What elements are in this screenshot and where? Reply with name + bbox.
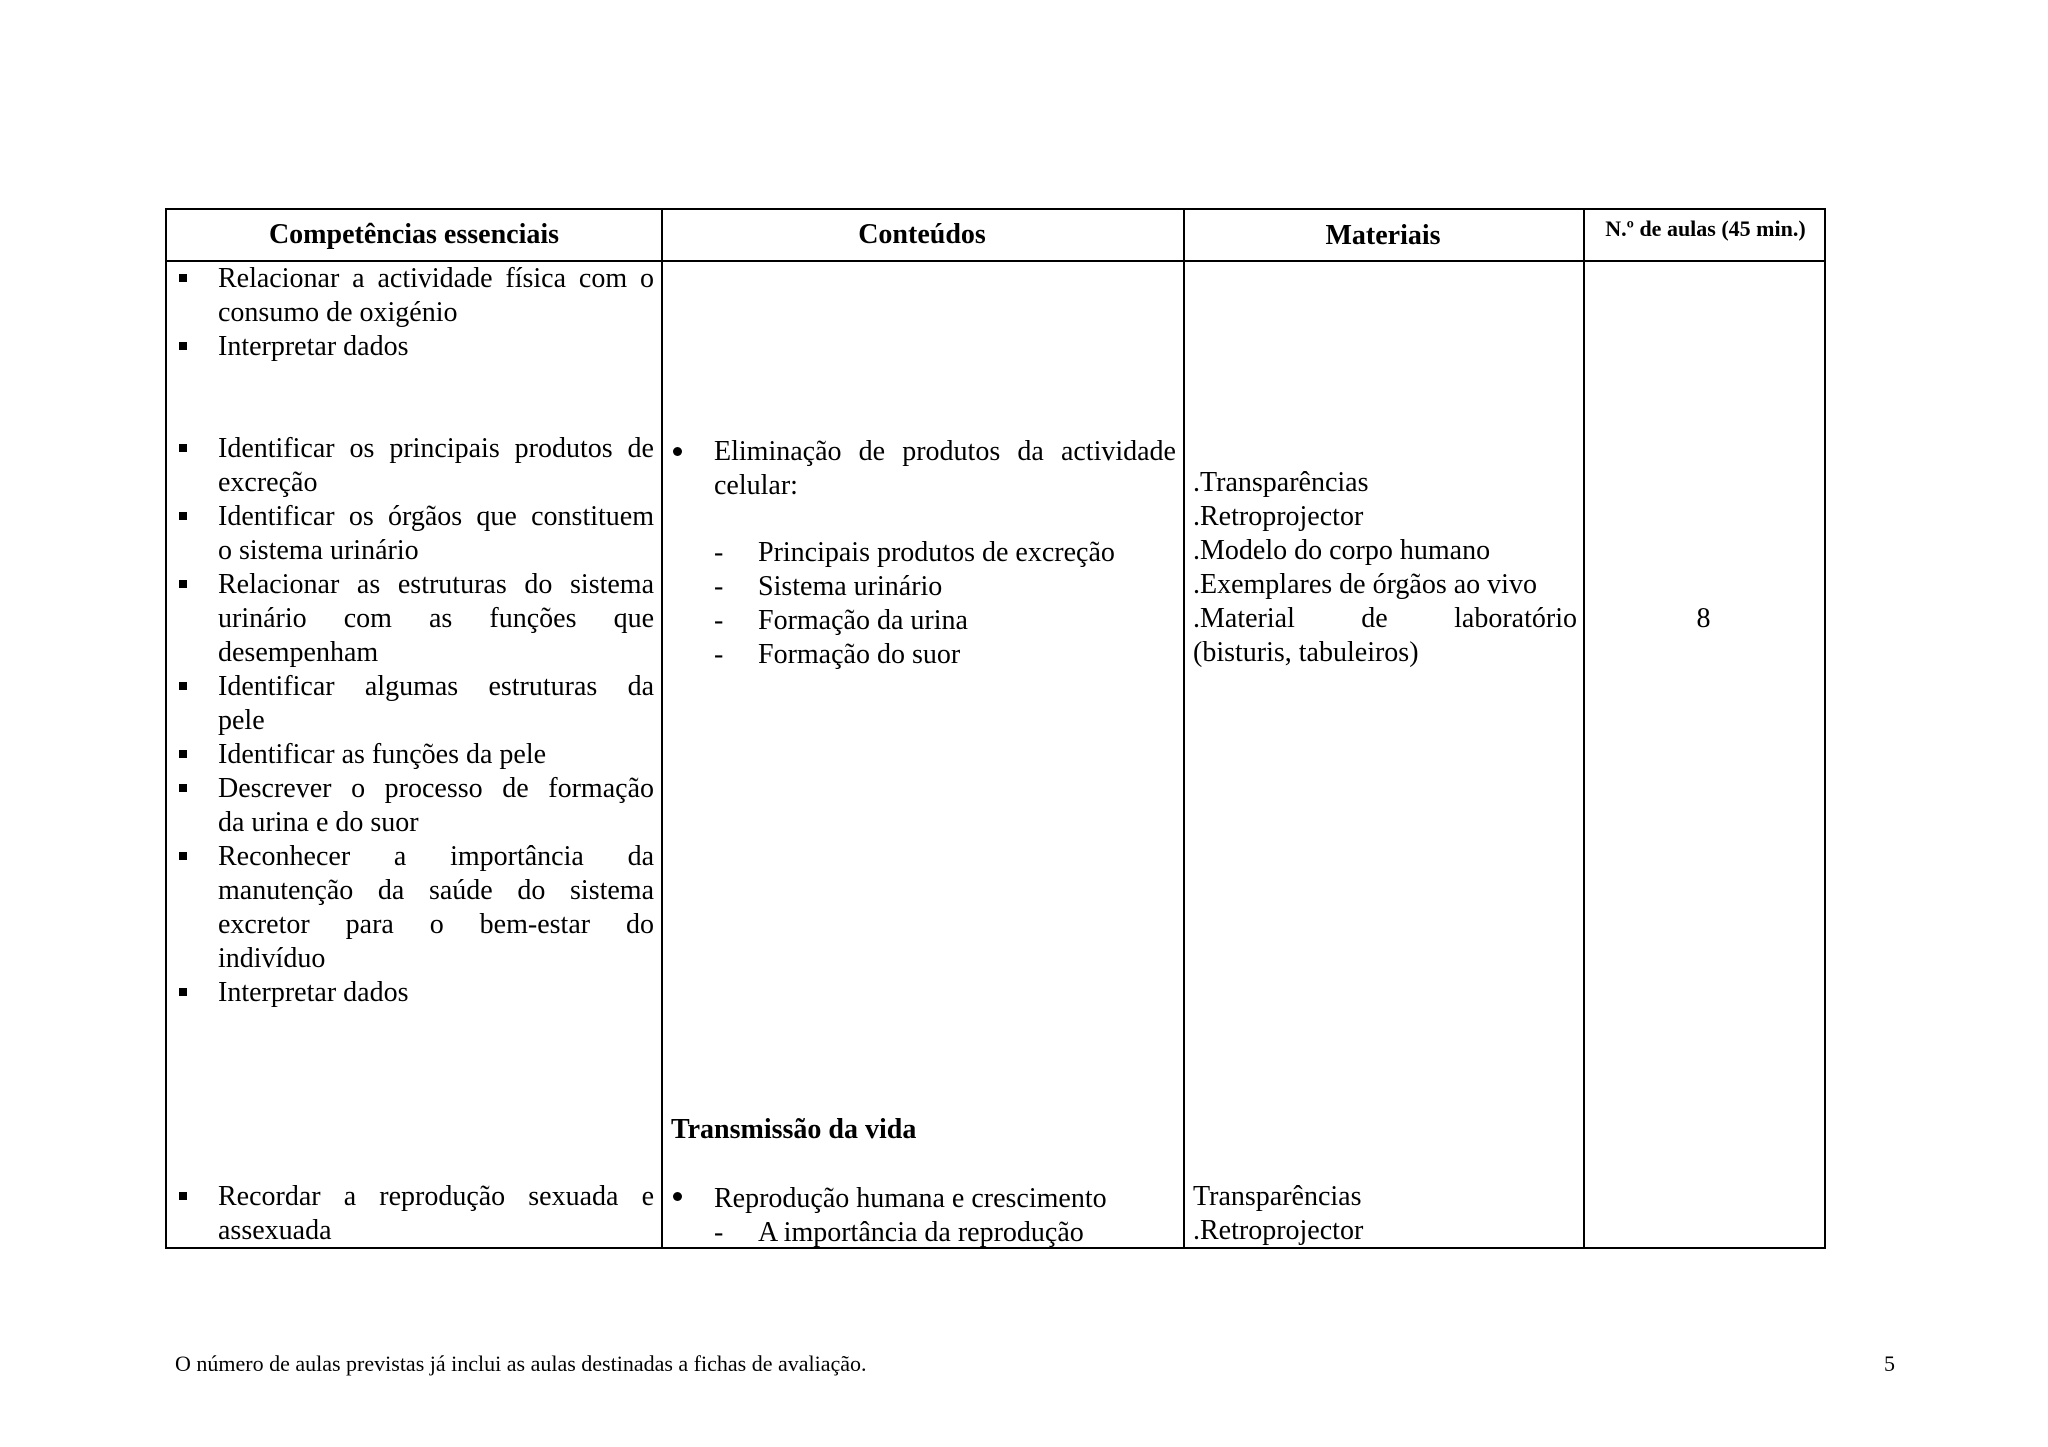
- conteudo-text: Eliminação de produtos da actividade: [714, 436, 1176, 467]
- material-item: .Transparências: [1193, 467, 1369, 498]
- bullet-dot-icon: [673, 447, 682, 456]
- bullet-square-icon: [179, 580, 187, 588]
- dash-marker: -: [714, 605, 724, 636]
- header-conteudos: Conteúdos: [858, 219, 986, 250]
- competencia-text: manutenção da saúde do sistema: [218, 875, 654, 906]
- competencia-text: o sistema urinário: [218, 535, 419, 566]
- bullet-square-icon: [179, 852, 187, 860]
- competencia-text: Reconhecer a importância da: [218, 841, 654, 872]
- competencia-text: Identificar os principais produtos de: [218, 433, 654, 464]
- section-title: Transmissão da vida: [671, 1114, 917, 1145]
- dash-marker: -: [714, 639, 724, 670]
- header-numero-aulas: N.º de aulas (45 min.): [1605, 216, 1806, 241]
- bullet-dot-icon: [673, 1192, 682, 1201]
- competencia-text: Relacionar a actividade física com o: [218, 263, 654, 294]
- header-materiais: Materiais: [1325, 220, 1441, 251]
- material-item: .Retroprojector: [1193, 501, 1364, 532]
- column-divider: [1583, 210, 1585, 1247]
- competencia-text: assexuada: [218, 1215, 332, 1246]
- competencia-text: excreção: [218, 467, 318, 498]
- material-item: .Exemplares de órgãos ao vivo: [1193, 569, 1537, 600]
- conteudo-subitem: Sistema urinário: [758, 571, 943, 602]
- material-item: .Modelo do corpo humano: [1193, 535, 1491, 566]
- bullet-square-icon: [179, 444, 187, 452]
- bullet-square-icon: [179, 784, 187, 792]
- numero-aulas-value: 8: [1696, 603, 1711, 634]
- material-item: (bisturis, tabuleiros): [1193, 637, 1419, 668]
- competencia-text: Interpretar dados: [218, 977, 409, 1008]
- competencia-text: Identificar algumas estruturas da: [218, 671, 654, 702]
- material-item: Transparências: [1193, 1181, 1362, 1212]
- footer-note: O número de aulas previstas já inclui as aulas destinadas a fichas de avaliação.: [175, 1351, 867, 1376]
- competencia-text: Recordar a reprodução sexuada e: [218, 1181, 654, 1212]
- competencia-text: urinário com as funções que: [218, 603, 654, 634]
- competencia-text: Relacionar as estruturas do sistema: [218, 569, 654, 600]
- material-item: .Material de laboratório: [1193, 603, 1577, 634]
- dash-marker: -: [714, 537, 724, 568]
- dash-marker: -: [714, 571, 724, 602]
- column-divider: [1183, 210, 1185, 1247]
- bullet-square-icon: [179, 342, 187, 350]
- competencia-text: desempenham: [218, 637, 379, 668]
- conteudo-text: Reprodução humana e crescimento: [714, 1183, 1107, 1214]
- column-divider: [661, 210, 663, 1247]
- material-item: .Retroprojector: [1193, 1215, 1364, 1246]
- competencia-text: Identificar as funções da pele: [218, 739, 547, 770]
- conteudo-subitem: Principais produtos de excreção: [758, 537, 1115, 568]
- competencia-text: da urina e do suor: [218, 807, 419, 838]
- competencia-text: pele: [218, 705, 265, 736]
- conteudo-subitem: Formação do suor: [758, 639, 961, 670]
- competencia-text: Identificar os órgãos que constituem: [218, 501, 654, 532]
- page-number: 5: [1884, 1351, 1895, 1376]
- bullet-square-icon: [179, 512, 187, 520]
- conteudo-subitem: A importância da reprodução: [758, 1217, 1084, 1248]
- competencia-text: indivíduo: [218, 943, 326, 974]
- conteudo-subitem: Formação da urina: [758, 605, 968, 636]
- bullet-square-icon: [179, 274, 187, 282]
- competencia-text: consumo de oxigénio: [218, 297, 458, 328]
- competencia-text: Descrever o processo de formação: [218, 773, 654, 804]
- planning-table: [165, 208, 1826, 1249]
- bullet-square-icon: [179, 682, 187, 690]
- conteudo-text: celular:: [714, 470, 798, 501]
- competencia-text: Interpretar dados: [218, 331, 409, 362]
- bullet-square-icon: [179, 1192, 187, 1200]
- header-competencias: Competências essenciais: [268, 219, 560, 250]
- competencia-text: excretor para o bem-estar do: [218, 909, 654, 940]
- bullet-square-icon: [179, 750, 187, 758]
- bullet-square-icon: [179, 988, 187, 996]
- dash-marker: -: [714, 1217, 724, 1248]
